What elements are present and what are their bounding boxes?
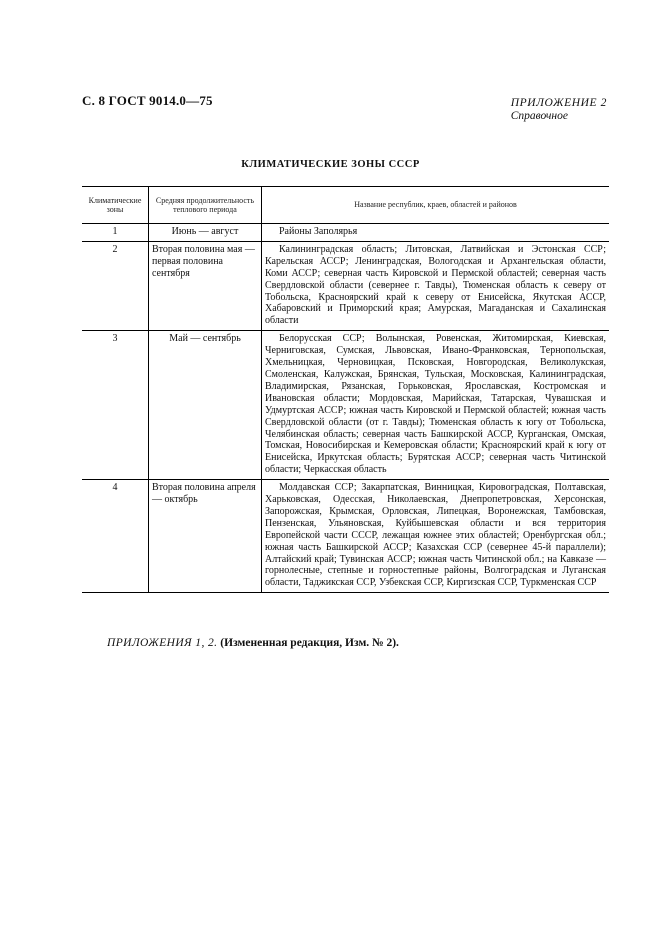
period-cell: Июнь — август bbox=[149, 224, 262, 242]
header-period: Средняя продолжительность теплового периода bbox=[149, 187, 262, 224]
amendment-note-ref: ПРИЛОЖЕНИЯ 1, 2. bbox=[107, 637, 218, 649]
zone-cell: 3 bbox=[82, 331, 149, 480]
page-header: С. 8 ГОСТ 9014.0—75 bbox=[82, 93, 213, 108]
zone-cell: 2 bbox=[82, 241, 149, 330]
table-title: КЛИМАТИЧЕСКИЕ ЗОНЫ СССР bbox=[241, 159, 420, 170]
regions-cell: Белорусская ССР; Волынская, Ровенская, Житомирская, Киевская, Черниговская, Сумская, Львовская, Ивано-Франковская, Тернопольская, Хмельницкая, Черновицкая, Псковская, Новгородская, Великолукская, Смоленская, Калужская, Брянская, Тульская, Московская, Калининградская, Владимирская, Рязанская, Горьковская, Ярославская, Костромская и Ивановская области; Мордовская, Марийская, Татарская, Чувашская и Удмуртская АССР; южная часть Кировской и Пермской областей; южная часть Свердловской области (от г. Тавды); Тюменская область к югу от Тобольска, Челябинская область; северная часть Башкирской АССР, Курганская, Омская, Томская, Новосибирская и Кемеровская области; Красноярский край к югу от Енисейска, Иркутская область; Бурятская АССР; северная часть Читинской области; Черкасская область bbox=[262, 331, 610, 480]
amendment-note-text: (Измененная редакция, Изм. № 2). bbox=[220, 637, 399, 649]
zone-cell: 1 bbox=[82, 224, 149, 242]
zone-cell: 4 bbox=[82, 480, 149, 593]
table-header-row bbox=[82, 187, 609, 224]
table-row bbox=[82, 241, 609, 330]
header-regions: Название республик, краев, областей и районов bbox=[262, 187, 610, 224]
table-row bbox=[82, 224, 609, 242]
regions-cell: Калининградская область; Литовская, Латвийская и Эстонская ССР; Карельская АССР; Ленинградская, Вологодская и Архангельская области, Коми АССР; северная часть Кировской и Пермской областей; северная часть Свердловской области (севернее г. Тавды), Тюменская область к северу от Тобольска, Красноярский край к северу от Енисейска, Якутская АССР, Хабаровский и Приморский края; Амурская, Магаданская и Сахалинская области bbox=[262, 241, 610, 330]
table-row bbox=[82, 480, 609, 593]
climate-zones-table bbox=[82, 186, 609, 593]
period-cell: Май — сентябрь bbox=[149, 331, 262, 480]
appendix-title: ПРИЛОЖЕНИЕ 2 bbox=[510, 97, 607, 109]
header-zone: Климатические зоны bbox=[82, 187, 149, 224]
amendment-note bbox=[107, 637, 399, 649]
period-cell: Вторая половина мая — первая половина сентября bbox=[149, 241, 262, 330]
appendix-label bbox=[511, 97, 607, 123]
period-cell: Вторая половина апреля — октябрь bbox=[149, 480, 262, 593]
appendix-subtitle: Справочное bbox=[510, 110, 568, 122]
regions-cell: Молдавская ССР; Закарпатская, Винницкая, Кировоградская, Полтавская, Харьковская, Одесская, Николаевская, Днепропетровская, Херсонская, Запорожская, Крымская, Орловская, Липецкая, Воронежская, Тамбовская, Пензенская, Ульяновская, Куйбышевская области и вся территория Европейской части СССР, лежащая южнее этих областей; Оренбургская обл.; южная часть Башкирской АССР; Казахская ССР (севернее 45-й параллели); Алтайский край; Тувинская АССР; южная часть Читинской обл.; на Кавказе — горнолесные, степные и горностепные районы, Волгоградская и Луганская области, Таджикская ССР, Узбекская ССР, Киргизская ССР, Туркменская ССР bbox=[262, 480, 610, 593]
table-row bbox=[82, 331, 609, 480]
regions-cell: Районы Заполярья bbox=[262, 224, 610, 242]
